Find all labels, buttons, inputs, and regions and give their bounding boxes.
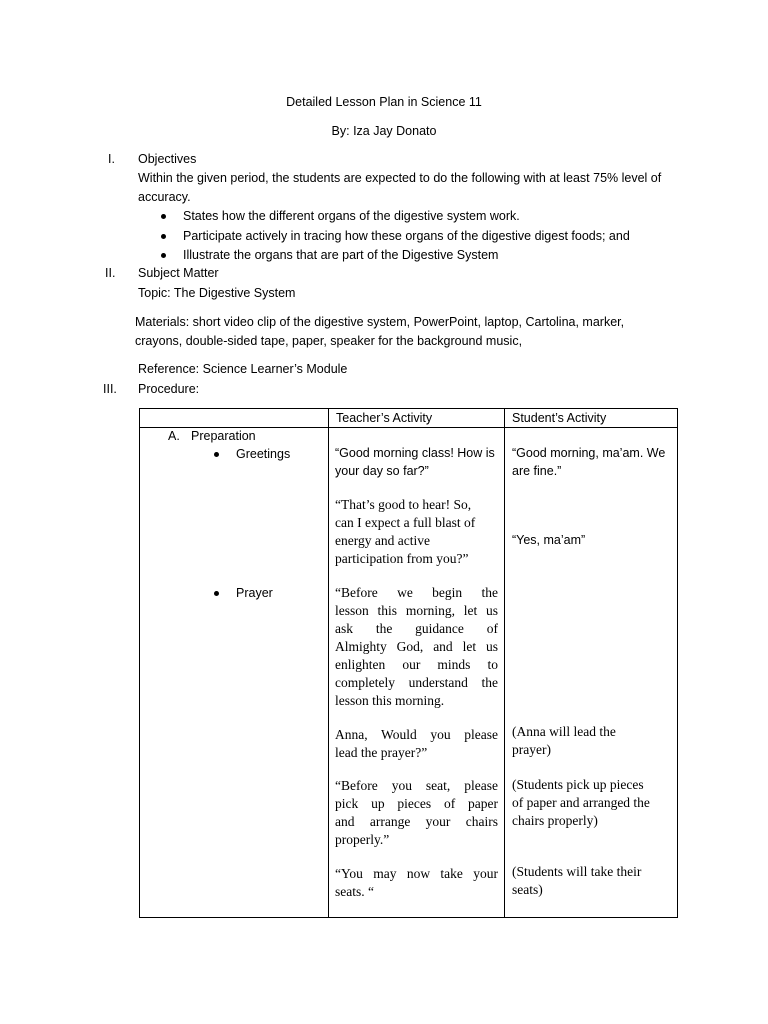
teacher-line: lead the prayer?” (335, 745, 428, 760)
teacher-line: pick up pieces of paper (335, 796, 498, 811)
teacher-line: “You may now take your (335, 866, 498, 881)
student-line: of paper and arranged the (512, 795, 650, 810)
teacher-line: can I expect a full blast of (335, 515, 476, 530)
teacher-line: enlighten our minds to (335, 657, 498, 672)
preparation-letter: A. (168, 429, 180, 443)
prayer-label: Prayer (236, 586, 273, 600)
bullet-icon (161, 234, 166, 239)
subject-matter-heading: Subject Matter (138, 266, 219, 280)
objectives-numeral: I. (108, 152, 115, 166)
table-border-right (677, 408, 678, 918)
student-line: (Students will take their (512, 864, 642, 879)
teacher-line: lesson this morning, let us (335, 603, 498, 618)
objectives-intro-line-2: accuracy. (138, 190, 191, 204)
table-column-divider (328, 408, 329, 918)
document-author: By: Iza Jay Donato (331, 124, 437, 138)
bullet-icon (161, 253, 166, 258)
teacher-line: “Good morning class! How is (335, 446, 495, 460)
student-line: chairs properly) (512, 813, 598, 828)
student-line: “Good morning, ma’am. We (512, 446, 666, 460)
teacher-line: your day so far?” (335, 464, 429, 478)
procedure-numeral: III. (103, 382, 117, 396)
table-border-left (139, 408, 140, 918)
table-header-cell: Teacher’s Activity (336, 411, 433, 425)
teacher-line: “Before we begin the (335, 585, 498, 600)
teacher-line: completely understand the (335, 675, 498, 690)
table-border-bottom (139, 917, 678, 918)
procedure-heading: Procedure: (138, 382, 200, 396)
objectives-heading: Objectives (138, 152, 197, 166)
preparation-label: Preparation (191, 429, 256, 443)
objective-item: States how the different organs of the digestive system work. (183, 209, 520, 223)
objective-item: Participate actively in tracing how these organs of the digestive digest foods; and (183, 229, 630, 243)
teacher-line: Anna, Would you please (335, 727, 498, 742)
table-header-cell: Student’s Activity (512, 411, 607, 425)
document-title: Detailed Lesson Plan in Science 11 (286, 95, 482, 109)
teacher-line: participation from you?” (335, 551, 469, 566)
teacher-line: and arrange your chairs (335, 814, 498, 829)
table-border-top (139, 408, 678, 409)
materials-line-2: crayons, double-sided tape, paper, speaker for the background music, (135, 334, 523, 348)
bullet-icon (214, 591, 219, 596)
teacher-line: lesson this morning. (335, 693, 445, 708)
topic-line: Topic: The Digestive System (138, 286, 296, 300)
table-header-divider (139, 427, 678, 428)
teacher-line: energy and active (335, 533, 430, 548)
reference-line: Reference: Science Learner’s Module (138, 362, 348, 376)
teacher-line: Almighty God, and let us (335, 639, 498, 654)
bullet-icon (161, 214, 166, 219)
materials-line-1: Materials: short video clip of the digestive system, PowerPoint, laptop, Cartolina, marker, (135, 315, 625, 329)
teacher-line: “Before you seat, please (335, 778, 498, 793)
teacher-line: “That’s good to hear! So, (335, 497, 472, 512)
student-line: prayer) (512, 742, 551, 757)
table-column-divider (504, 408, 505, 918)
greetings-label: Greetings (236, 447, 291, 461)
bullet-icon (214, 452, 219, 457)
student-line: seats) (512, 882, 543, 897)
student-line: (Students pick up pieces (512, 777, 644, 792)
subject-matter-numeral: II. (105, 266, 116, 280)
objectives-intro-line-1: Within the given period, the students are expected to do the following with at least 75% level of (138, 171, 662, 185)
student-line: are fine.” (512, 464, 562, 478)
teacher-line: properly.” (335, 832, 390, 847)
teacher-line: seats. “ (335, 884, 374, 899)
objective-item: Illustrate the organs that are part of the Digestive System (183, 248, 499, 262)
student-line: (Anna will lead the (512, 724, 616, 739)
student-line: “Yes, ma’am” (512, 533, 586, 547)
teacher-line: ask the guidance of (335, 621, 498, 636)
